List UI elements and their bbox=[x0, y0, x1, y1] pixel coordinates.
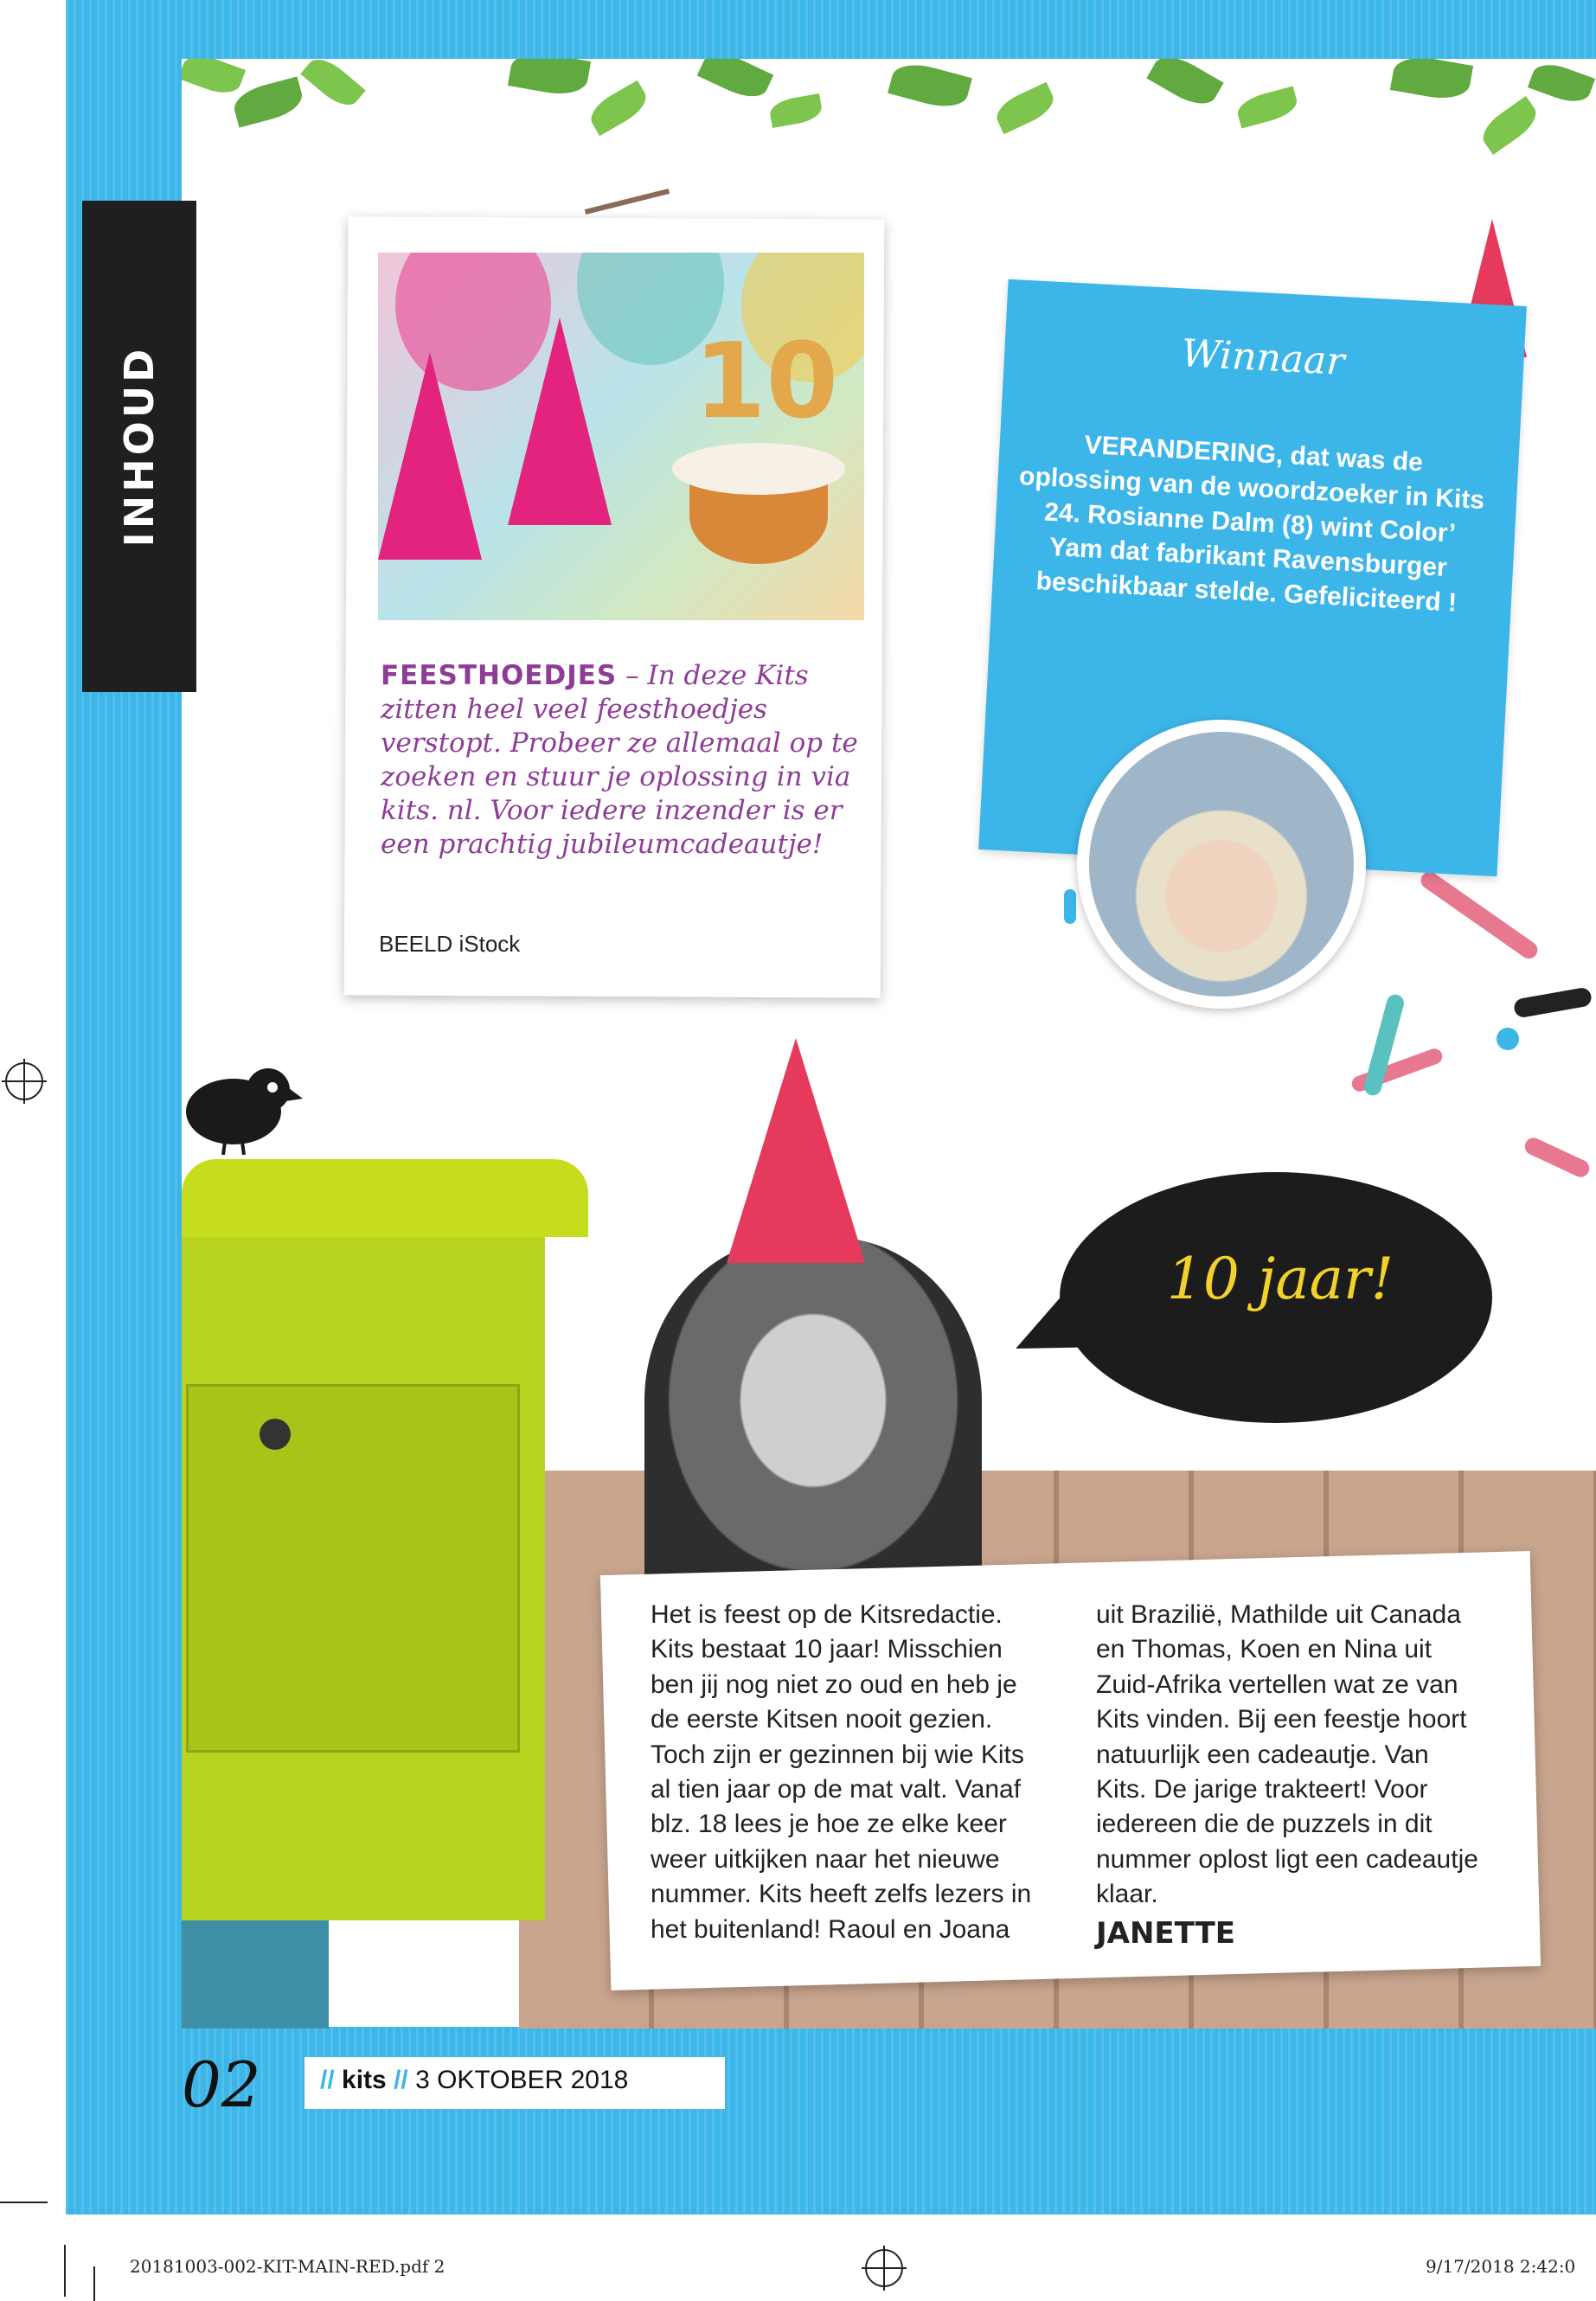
winner-photo bbox=[1089, 732, 1354, 997]
page-number: 02 bbox=[182, 2048, 261, 2121]
cupcake-frosting bbox=[672, 443, 845, 495]
leaf-decoration bbox=[1477, 96, 1543, 155]
footer-date: 3 OKTOBER 2018 bbox=[415, 2066, 629, 2094]
section-tab-label: INHOUD bbox=[116, 345, 163, 548]
note-dash: – bbox=[617, 660, 648, 691]
winner-avatar bbox=[1077, 720, 1366, 1009]
scribble-decoration bbox=[1418, 868, 1542, 962]
leaf-decoration bbox=[1234, 86, 1300, 128]
leaf-decoration bbox=[230, 76, 306, 127]
footer-separator: // bbox=[320, 2066, 335, 2094]
footer-separator: // bbox=[394, 2066, 408, 2094]
bird-icon bbox=[173, 1051, 303, 1155]
leaf-decoration bbox=[697, 59, 774, 105]
puzzle-note-text bbox=[381, 659, 865, 862]
leaf-decoration bbox=[991, 82, 1059, 134]
leaf-decoration bbox=[585, 80, 652, 136]
footer-brand: kits bbox=[342, 2066, 387, 2094]
party-hat-icon bbox=[727, 1038, 865, 1263]
leaf-decoration bbox=[182, 59, 246, 99]
registration-mark-icon bbox=[5, 1062, 43, 1100]
mailbox-door bbox=[186, 1384, 520, 1753]
leaf-decoration bbox=[1390, 59, 1473, 103]
crop-mark bbox=[93, 2266, 95, 2301]
footer-line bbox=[320, 2066, 628, 2095]
winner-text: VERANDERING, dat was de oplossing van de woordzoeker in Kits 24. Rosianne Dalm (8) wint Color’ Yam dat fabrikant Ravensburger beschikbaar stelde. Gefeliciteerd ! bbox=[1018, 430, 1485, 618]
leaf-decoration bbox=[768, 93, 824, 128]
editorial-column-1: Het is feest op de Kitsredactie. Kits bestaat 10 jaar! Misschien ben jij nog niet zo oud en heb je de eerste Kitsen nooit gezien. Toch zijn er gezinnen bij wie Kits al tien jaar op de mat valt. Vanaf blz. 18 lees je hoe ze elke keer weer uitkijken naar het nieuwe nummer. Kits heeft zelfs lezers in het buitenland! Raoul en Joana bbox=[651, 1600, 1032, 1944]
leaf-decoration bbox=[300, 59, 365, 113]
print-file-name: 20181003-002-KIT-MAIN-RED.pdf 2 bbox=[130, 2256, 445, 2277]
photo-credit: BEELD iStock bbox=[379, 931, 521, 957]
editor-photo bbox=[644, 1237, 982, 1600]
editorial-column-2: uit Brazilië, Mathilde uit Canada en Thomas, Koen en Nina uit Zuid-Afrika vertellen wat ze van Kits vinden. Bij een feestje hoort natuurlijk een cadeautje. Van Kits. De jarige trakteert! Voor iedereen die de puzzels in dit nummer oplost ligt een cadeautje klaar. bbox=[1096, 1600, 1478, 1909]
party-hat-icon bbox=[508, 317, 612, 525]
section-tab bbox=[82, 201, 196, 692]
editorial-signature: JANETTE bbox=[1096, 1916, 1236, 1951]
winner-title: Winnaar bbox=[1180, 331, 1346, 384]
scribble-decoration bbox=[1522, 1135, 1593, 1180]
print-timestamp: 9/17/2018 2:42:0 bbox=[1426, 2256, 1576, 2277]
note-heading: FEESTHOEDJES bbox=[381, 660, 618, 691]
scribble-decoration bbox=[1497, 1028, 1519, 1050]
leaf-decoration bbox=[888, 59, 972, 113]
leaf-decoration bbox=[1528, 59, 1595, 108]
candle-number: 10 bbox=[694, 322, 838, 442]
crop-mark bbox=[64, 2245, 66, 2297]
mailbox-knob bbox=[260, 1419, 291, 1450]
speech-bubble-text: 10 jaar! bbox=[1166, 1246, 1394, 1312]
leaf-decoration bbox=[508, 59, 591, 99]
leaf-decoration bbox=[1146, 59, 1223, 112]
party-hat-icon bbox=[378, 352, 482, 560]
crop-mark bbox=[0, 2202, 48, 2203]
note-body: In deze Kits zitten heel veel feesthoedjes verstopt. Probeer ze allemaal op te zoeken en stuur je oplossing in via kits. nl. Voor iedere inzender is er een prachtig jubileumcadeautje! bbox=[381, 660, 858, 860]
scribble-decoration bbox=[1513, 986, 1593, 1018]
registration-mark-icon bbox=[865, 2249, 903, 2287]
party-photo bbox=[378, 253, 864, 620]
scribble-decoration bbox=[1064, 889, 1076, 924]
mailbox-roof bbox=[182, 1159, 588, 1237]
